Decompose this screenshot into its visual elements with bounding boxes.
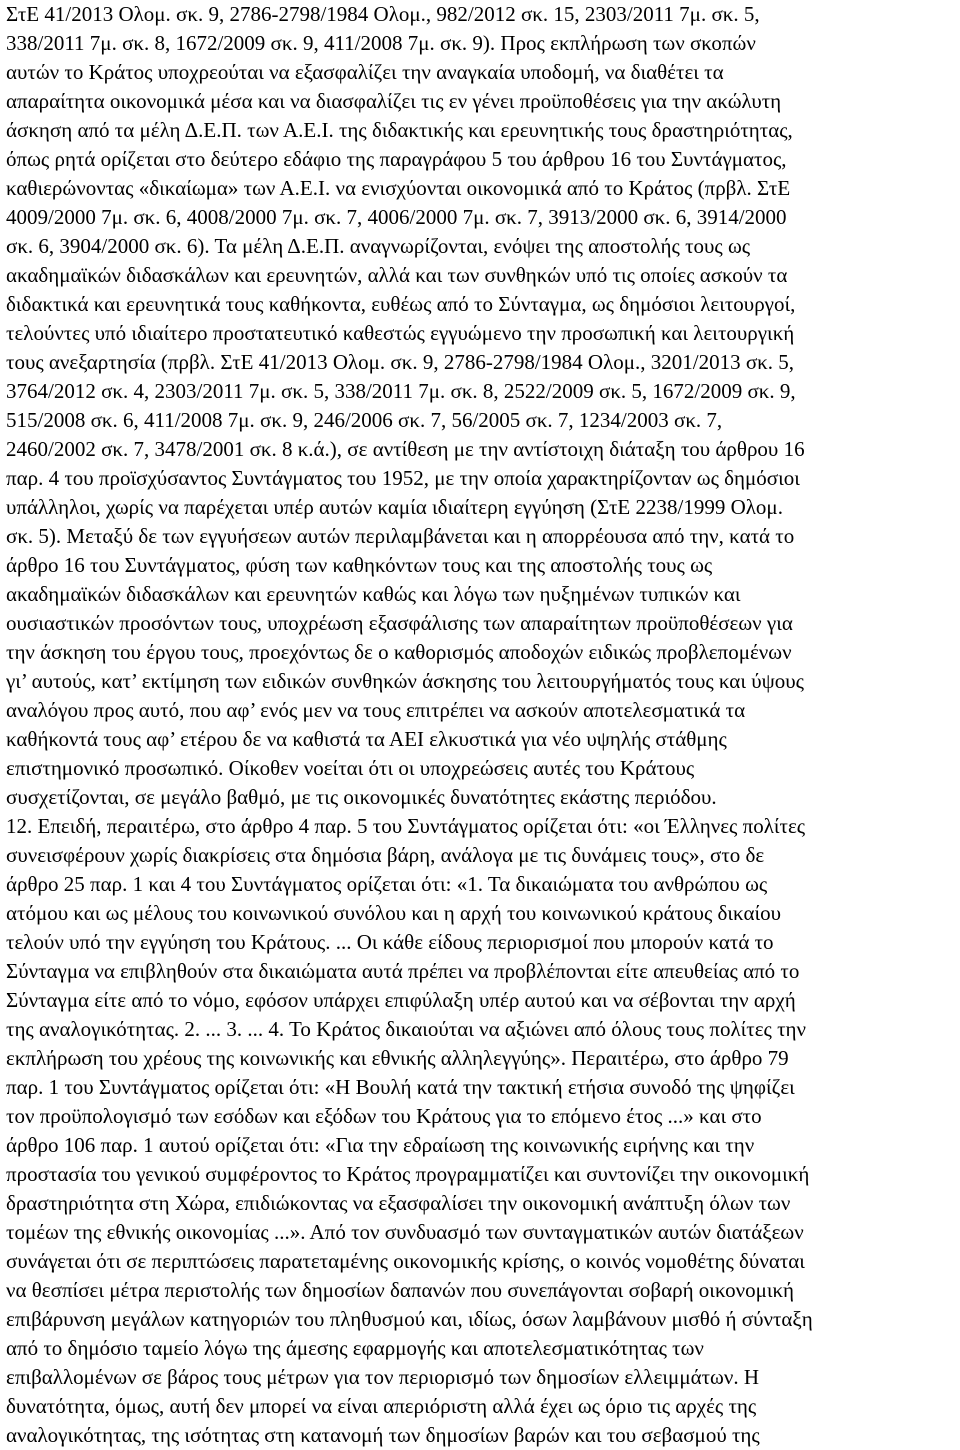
text-line: να θεσπίσει μέτρα περιστολής των δημοσίων δαπανών που συνεπάγονται σοβαρή οικονομική [6,1278,795,1302]
text-line: ακαδημαϊκών διδασκάλων και ερευνητών, αλλά και των συνθηκών υπό τις οποίες ασκούν τα [6,263,788,287]
text-line: από το δημόσιο ταμείο λόγω της άμεσης εφαρμογής και αποτελεσματικότητας των [6,1336,704,1360]
text-line: Σύνταγμα είτε από το νόμο, εφόσον υπάρχει επιφύλαξη υπέρ αυτού και να σέβονται την αρχή [6,988,796,1012]
text-line: Σύνταγμα να επιβληθούν στα δικαιώματα αυτά πρέπει να προβλέπονται είτε απευθείας από το [6,959,800,983]
text-line: τομέων της εθνικής οικονομίας ...». Από τον συνδυασμό των συνταγματικών αυτών διατάξεων [6,1220,804,1244]
text-line: 12. Επειδή, περαιτέρω, στο άρθρο 4 παρ. 5 του Συντάγματος ορίζεται ότι: «οι Έλληνες πολίτες [6,814,806,838]
text-line: συσχετίζονται, σε μεγάλο βαθμό, με τις οικονομικές δυνατότητες εκάστης περιόδου. [6,785,717,809]
text-line: εκπλήρωση του χρέους της κοινωνικής και εθνικής αλληλεγγύης». Περαιτέρω, στο άρθρο 79 [6,1046,789,1070]
text-line: καθήκοντά τους αφ’ ετέρου δε να καθιστά τα ΑΕΙ ελκυστικά για νέο υψηλής στάθμης [6,727,727,751]
text-line: ακαδημαϊκών διδασκάλων και ερευνητών καθώς και λόγω των ηυξημένων τυπικών και [6,582,741,606]
text-line: 3764/2012 σκ. 4, 2303/2011 7μ. σκ. 5, 338/2011 7μ. σκ. 8, 2522/2009 σκ. 5, 1672/2009 σκ. 9, [6,379,796,403]
text-line: 2460/2002 σκ. 7, 3478/2001 σκ. 8 κ.ά.), σε αντίθεση με την αντίστοιχη διάταξη του άρθρου 16 [6,437,805,461]
text-line: συνάγεται ότι σε περιπτώσεις παρατεταμένης οικονομικής κρίσης, ο κοινός νομοθέτης δύναται [6,1249,805,1273]
text-line: άρθρο 16 του Συντάγματος, φύση των καθηκόντων τους και της αποστολής τους ως [6,553,713,577]
text-line: παρ. 4 του προϊσχύσαντος Συντάγματος του 1952, με την οποία χαρακτηρίζονταν ως δημόσιοι [6,466,800,490]
text-line: καθιερώνοντας «δικαίωμα» των Α.Ε.Ι. να ενισχύονται οικονομικά από το Κράτος (πρβλ. ΣτΕ [6,176,791,200]
text-line: αυτών το Κράτος υποχρεούται να εξασφαλίζει την αναγκαία υποδομή, να διαθέτει τα [6,60,724,84]
text-line: ατόμου και ως μέλους του κοινωνικού συνόλου και η αρχή του κοινωνικού κράτους δικαίου [6,901,782,925]
text-line: 4009/2000 7μ. σκ. 6, 4008/2000 7μ. σκ. 7, 4006/2000 7μ. σκ. 7, 3913/2000 σκ. 6, 3914/2000 [6,205,787,229]
text-line: επιβαλλομένων σε βάρος τους μέτρων για τον περιορισμό των δημοσίων ελλειμμάτων. Η [6,1365,759,1389]
text-line: απαραίτητα οικονομικά μέσα και να διασφαλίζει τις εν γένει προϋποθέσεις για την ακώλυτη [6,89,782,113]
text-line: υπάλληλοι, χωρίς να παρέχεται υπέρ αυτών καμία ιδιαίτερη εγγύηση (ΣτΕ 2238/1999 Ολομ. [6,495,783,519]
text-line: προστασία του γενικού συμφέροντος το Κράτος προγραμματίζει και συντονίζει την οικονομική [6,1162,810,1186]
text-line: τελούν υπό την εγγύηση του Κράτους. ... Οι κάθε είδους περιορισμοί που μπορούν κατά το [6,930,774,954]
text-line: τον προϋπολογισμό των εσόδων και εξόδων του Κράτους για το επόμενο έτος ...» και στο [6,1104,762,1128]
text-line: 338/2011 7μ. σκ. 8, 1672/2009 σκ. 9, 411/2008 7μ. σκ. 9). Προς εκπλήρωση των σκοπών [6,31,756,55]
text-line: ουσιαστικών προσόντων τους, υποχρέωση εξασφάλισης των απαραίτητων προϋποθέσεων για [6,611,793,635]
text-line: σκ. 5). Μεταξύ δε των εγγυήσεων αυτών περιλαμβάνεται και η απορρέουσα από την, κατά το [6,524,795,548]
text-line: διδακτικά και ερευνητικά τους καθήκοντα, ευθέως από το Σύνταγμα, ως δημόσιοι λειτουργοί, [6,292,796,316]
text-line: παρ. 1 του Συντάγματος ορίζεται ότι: «Η Βουλή κατά την τακτική ετήσια συνοδό της ψηφίζει [6,1075,795,1099]
text-line: ΣτΕ 41/2013 Ολομ. σκ. 9, 2786-2798/1984 Ολομ., 982/2012 σκ. 15, 2303/2011 7μ. σκ. 5, [6,2,760,26]
text-line: γι’ αυτούς, κατ’ εκτίμηση των ειδικών συνθηκών άσκησης του λειτουργήματός τους και ύψους [6,669,804,693]
text-line: δυνατότητα, όμως, αυτή δεν μπορεί να είναι απεριόριστη αλλά έχει ως όριο τις αρχές της [6,1394,757,1418]
text-line: 515/2008 σκ. 6, 411/2008 7μ. σκ. 9, 246/2006 σκ. 7, 56/2005 σκ. 7, 1234/2003 σκ. 7, [6,408,723,432]
text-line: τελούντες υπό ιδιαίτερο προστατευτικό καθεστώς εγγυώμενο την προσωπική και λειτουργική [6,321,795,345]
text-line: άρθρο 106 παρ. 1 αυτού ορίζεται ότι: «Για την εδραίωση της κοινωνικής ειρήνης και την [6,1133,755,1157]
text-line: σκ. 6, 3904/2000 σκ. 6). Τα μέλη Δ.Ε.Π. αναγνωρίζονται, ενόψει της αποστολής τους ως [6,234,751,258]
text-line: την άσκηση του έργου τους, προεχόντως δε ο καθορισμός αποδοχών ειδικώς προβλεπομένων [6,640,792,664]
text-line: άρθρο 25 παρ. 1 και 4 του Συντάγματος ορίζεται ότι: «1. Τα δικαιώματα του ανθρώπου ως [6,872,768,896]
text-line: συνεισφέρουν χωρίς διακρίσεις στα δημόσια βάρη, ανάλογα με τις δυνάμεις τους», στο δε [6,843,765,867]
text-line: επιβάρυνση μεγάλων κατηγοριών του πληθυσμού και, ιδίως, όσων λαμβάνουν μισθό ή σύνταξη [6,1307,813,1331]
text-line: άσκηση από τα μέλη Δ.Ε.Π. των Α.Ε.Ι. της διδακτικής και ερευνητικής τους δραστηριότητας, [6,118,793,142]
text-line: τους ανεξαρτησία (πρβλ. ΣτΕ 41/2013 Ολομ. σκ. 9, 2786-2798/1984 Ολομ., 3201/2013 σκ. 5, [6,350,794,374]
text-line: επιστημονικό προσωπικό. Οίκοθεν νοείται ότι οι υποχρεώσεις αυτές του Κράτους [6,756,695,780]
text-line: δραστηριότητα στη Χώρα, επιδιώκοντας να εξασφαλίσει την οικονομική ανάπτυξη όλων των [6,1191,791,1215]
text-line: αναλόγου προς αυτό, που αφ’ ενός μεν να τους επιτρέπει να ασκούν αποτελεσματικά τα [6,698,746,722]
text-line: της αναλογικότητας. 2. ... 3. ... 4. Το Κράτος δικαιούται να αξιώνει από όλους τους πολίτες την [6,1017,807,1041]
text-line: όπως ρητά ορίζεται στο δεύτερο εδάφιο της παραγράφου 5 του άρθρου 16 του Συντάγματος, [6,147,787,171]
text-line: αναλογικότητας, της ισότητας στη κατανομή των δημοσίων βαρών και του σεβασμού της [6,1423,760,1447]
